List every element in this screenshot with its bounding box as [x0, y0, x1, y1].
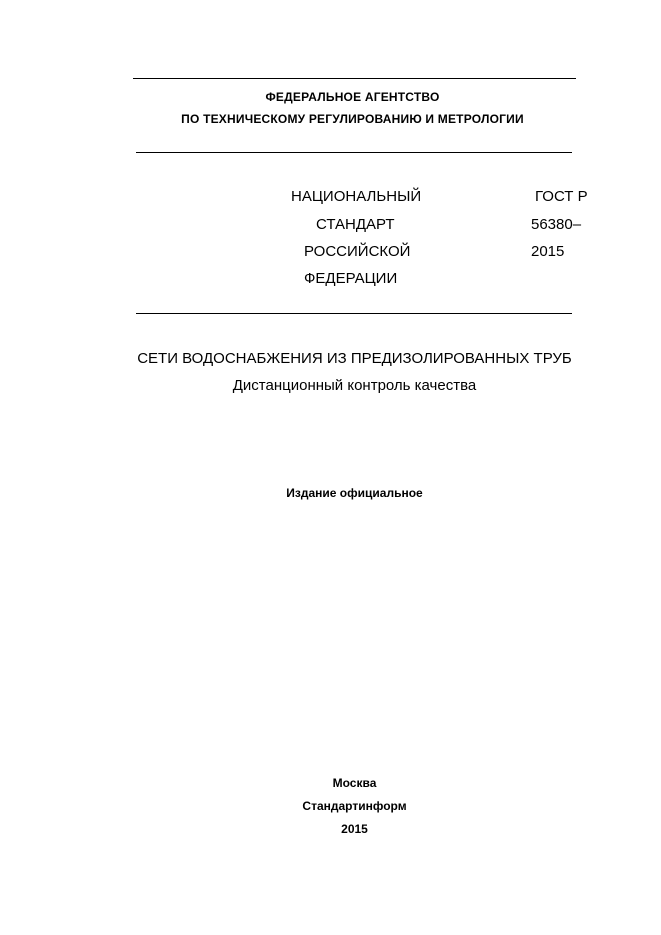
edition-note: Издание официальное — [286, 486, 423, 500]
designation-line-2: 56380– — [531, 216, 582, 233]
standard-type-line-1: НАЦИОНАЛЬНЫЙ — [291, 188, 422, 205]
standard-type-line-4: ФЕДЕРАЦИИ — [304, 270, 398, 287]
imprint-city: Москва — [332, 776, 377, 790]
document-title: СЕТИ ВОДОСНАБЖЕНИЯ ИЗ ПРЕДИЗОЛИРОВАННЫХ ТРУБ — [137, 350, 572, 367]
top-divider — [133, 78, 576, 79]
document-subtitle: Дистанционный контроль качества — [232, 377, 477, 394]
agency-name-line-1: ФЕДЕРАЛЬНОЕ АГЕНТСТВО — [265, 90, 440, 104]
middle-divider — [136, 152, 572, 153]
agency-name-line-2: ПО ТЕХНИЧЕСКОМУ РЕГУЛИРОВАНИЮ И МЕТРОЛОГИИ — [181, 112, 524, 126]
designation-line-1: ГОСТ Р — [535, 188, 588, 205]
bottom-divider — [136, 313, 572, 314]
designation-line-3: 2015 — [531, 243, 565, 260]
imprint-publisher: Стандартинформ — [302, 799, 407, 813]
standard-type-line-3: РОССИЙСКОЙ — [304, 243, 411, 260]
imprint-year: 2015 — [341, 822, 368, 836]
standard-type-line-2: СТАНДАРТ — [316, 216, 395, 233]
